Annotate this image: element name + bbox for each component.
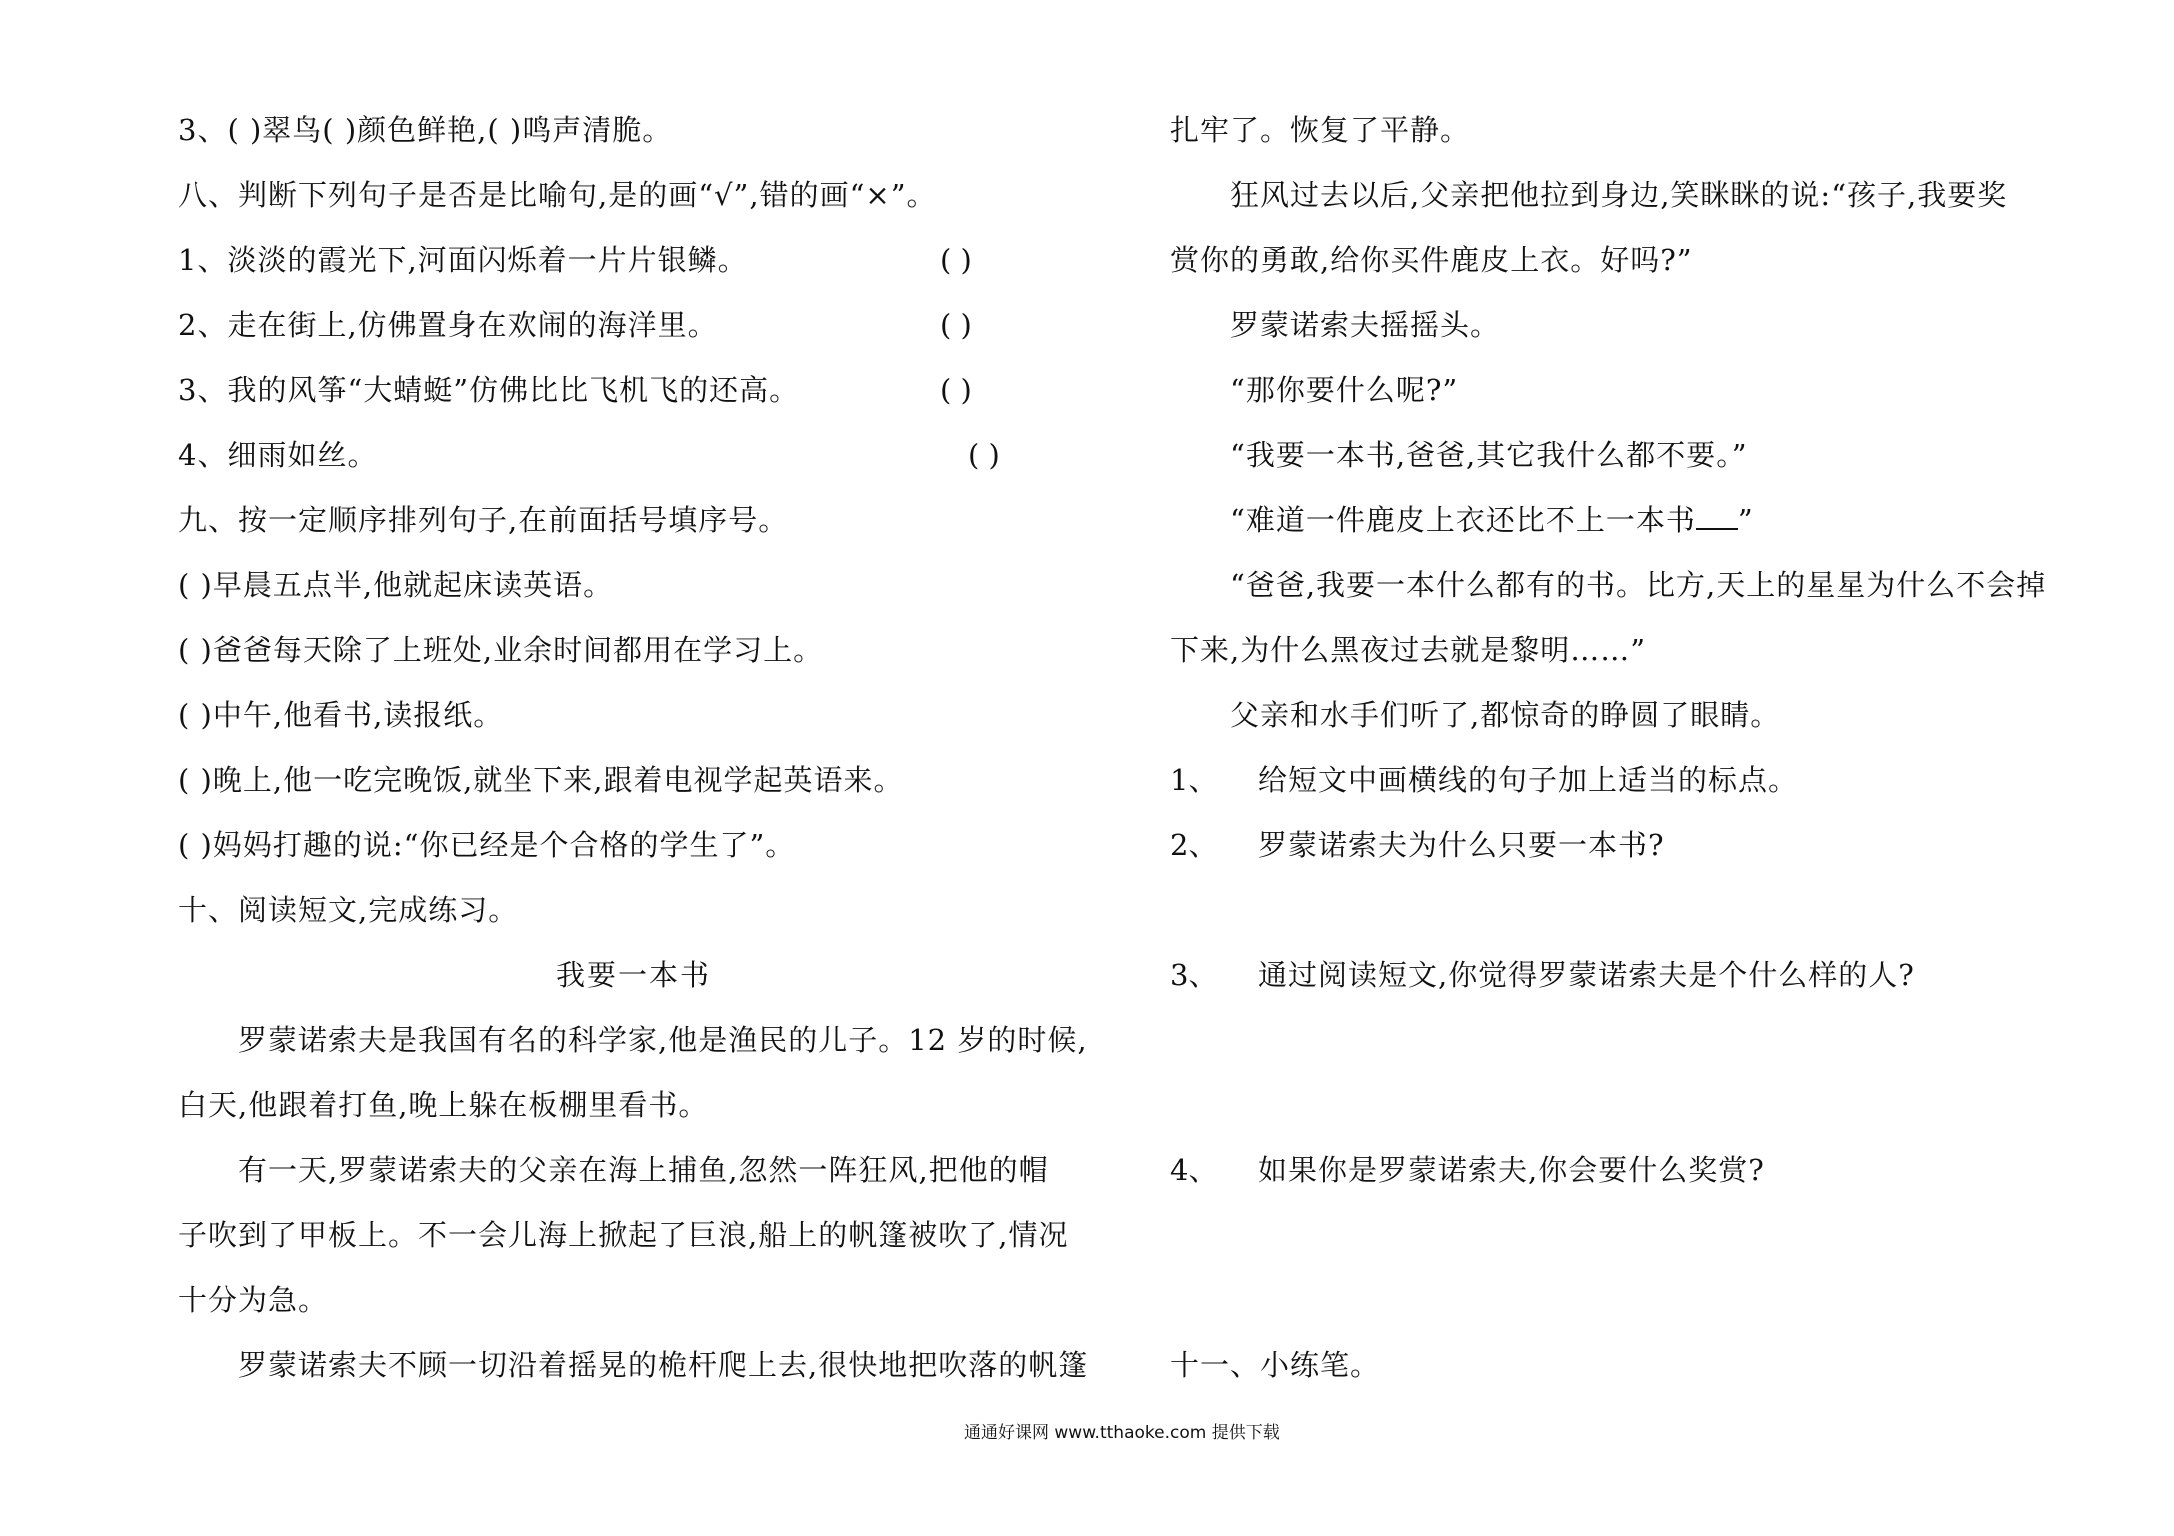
story-line-2: 白天,他跟着打鱼,晚上躲在板棚里看书。 xyxy=(178,1088,709,1122)
right-story-line-7 xyxy=(1230,502,1754,538)
question-2-number: 2、 xyxy=(1170,828,1218,862)
footer-source: 通通好课网 www.tthaoke.com 提供下载 xyxy=(964,1423,1280,1443)
question-4-number: 4、 xyxy=(1170,1153,1218,1187)
right-story-line-1: 扎牢了。恢复了平静。 xyxy=(1170,113,1471,147)
question-4-text: 如果你是罗蒙诺索夫,你会要什么奖赏? xyxy=(1258,1153,1765,1187)
section9-item-5: ( )妈妈打趣的说:“你已经是个合格的学生了”。 xyxy=(178,828,796,862)
story-line-1: 罗蒙诺索夫是我国有名的科学家,他是渔民的儿子。12 岁的时候, xyxy=(238,1023,1088,1057)
right-story-line-5: “那你要什么呢?” xyxy=(1230,373,1459,407)
section10-title: 十、阅读短文,完成练习。 xyxy=(178,893,519,927)
right-story-line-7-close: ” xyxy=(1737,503,1754,537)
question-3-text: 通过阅读短文,你觉得罗蒙诺索夫是个什么样的人? xyxy=(1258,958,1915,992)
story-line-6: 罗蒙诺索夫不顾一切沿着摇晃的桅杆爬上去,很快地把吹落的帆篷 xyxy=(238,1348,1089,1382)
question-3-number: 3、 xyxy=(1170,958,1218,992)
section9-item-1: ( )早晨五点半,他就起床读英语。 xyxy=(178,568,614,602)
right-story-line-4: 罗蒙诺索夫摇摇头。 xyxy=(1230,308,1501,342)
underline-blank[interactable] xyxy=(1696,502,1738,530)
section8-item-4: 4、细雨如丝。 xyxy=(178,438,378,472)
story-line-5: 十分为急。 xyxy=(178,1283,329,1317)
section9-item-3: ( )中午,他看书,读报纸。 xyxy=(178,698,504,732)
section9-item-4: ( )晚上,他一吃完晚饭,就坐下来,跟着电视学起英语来。 xyxy=(178,763,904,797)
right-story-line-6: “我要一本书,爸爸,其它我什么都不要。” xyxy=(1230,438,1748,472)
right-story-line-2: 狂风过去以后,父亲把他拉到身边,笑眯眯的说:“孩子,我要奖 xyxy=(1230,178,2008,212)
section8-item-3: 3、我的风筝“大蜻蜓”仿佛比比飞机飞的还高。 xyxy=(178,373,800,407)
right-story-line-7-text: “难道一件鹿皮上衣还比不上一本书 xyxy=(1230,503,1696,537)
right-story-line-10: 父亲和水手们听了,都惊奇的睁圆了眼睛。 xyxy=(1230,698,1781,732)
section8-item-1-mark[interactable]: ( ) xyxy=(940,243,972,277)
story-line-3: 有一天,罗蒙诺索夫的父亲在海上捕鱼,忽然一阵狂风,把他的帽 xyxy=(238,1153,1049,1187)
left-q3-line: 3、( )翠鸟( )颜色鲜艳,( )鸣声清脆。 xyxy=(178,113,673,147)
section8-item-3-mark[interactable]: ( ) xyxy=(940,373,972,407)
section8-item-1: 1、淡淡的霞光下,河面闪烁着一片片银鳞。 xyxy=(178,243,748,277)
section9-title: 九、按一定顺序排列句子,在前面括号填序号。 xyxy=(178,503,789,537)
section8-item-4-mark[interactable]: ( ) xyxy=(968,438,1000,472)
right-story-line-9: 下来,为什么黑夜过去就是黎明……” xyxy=(1170,633,1647,667)
question-1-text: 给短文中画横线的句子加上适当的标点。 xyxy=(1258,763,1799,797)
story-title: 我要一本书 xyxy=(556,958,712,992)
section8-title: 八、判断下列句子是否是比喻句,是的画“√”,错的画“×”。 xyxy=(178,178,937,212)
right-story-line-3: 赏你的勇敢,给你买件鹿皮上衣。好吗?” xyxy=(1170,243,1693,277)
section8-item-2-mark[interactable]: ( ) xyxy=(940,308,972,342)
section9-item-2: ( )爸爸每天除了上班处,业余时间都用在学习上。 xyxy=(178,633,824,667)
right-story-line-8: “爸爸,我要一本什么都有的书。比方,天上的星星为什么不会掉 xyxy=(1230,568,2047,602)
question-1-number: 1、 xyxy=(1170,763,1218,797)
story-line-4: 子吹到了甲板上。不一会儿海上掀起了巨浪,船上的帆篷被吹了,情况 xyxy=(178,1218,1069,1252)
section11-title: 十一、小练笔。 xyxy=(1170,1348,1381,1382)
question-2-text: 罗蒙诺索夫为什么只要一本书? xyxy=(1258,828,1665,862)
section8-item-2: 2、走在街上,仿佛置身在欢闹的海洋里。 xyxy=(178,308,718,342)
